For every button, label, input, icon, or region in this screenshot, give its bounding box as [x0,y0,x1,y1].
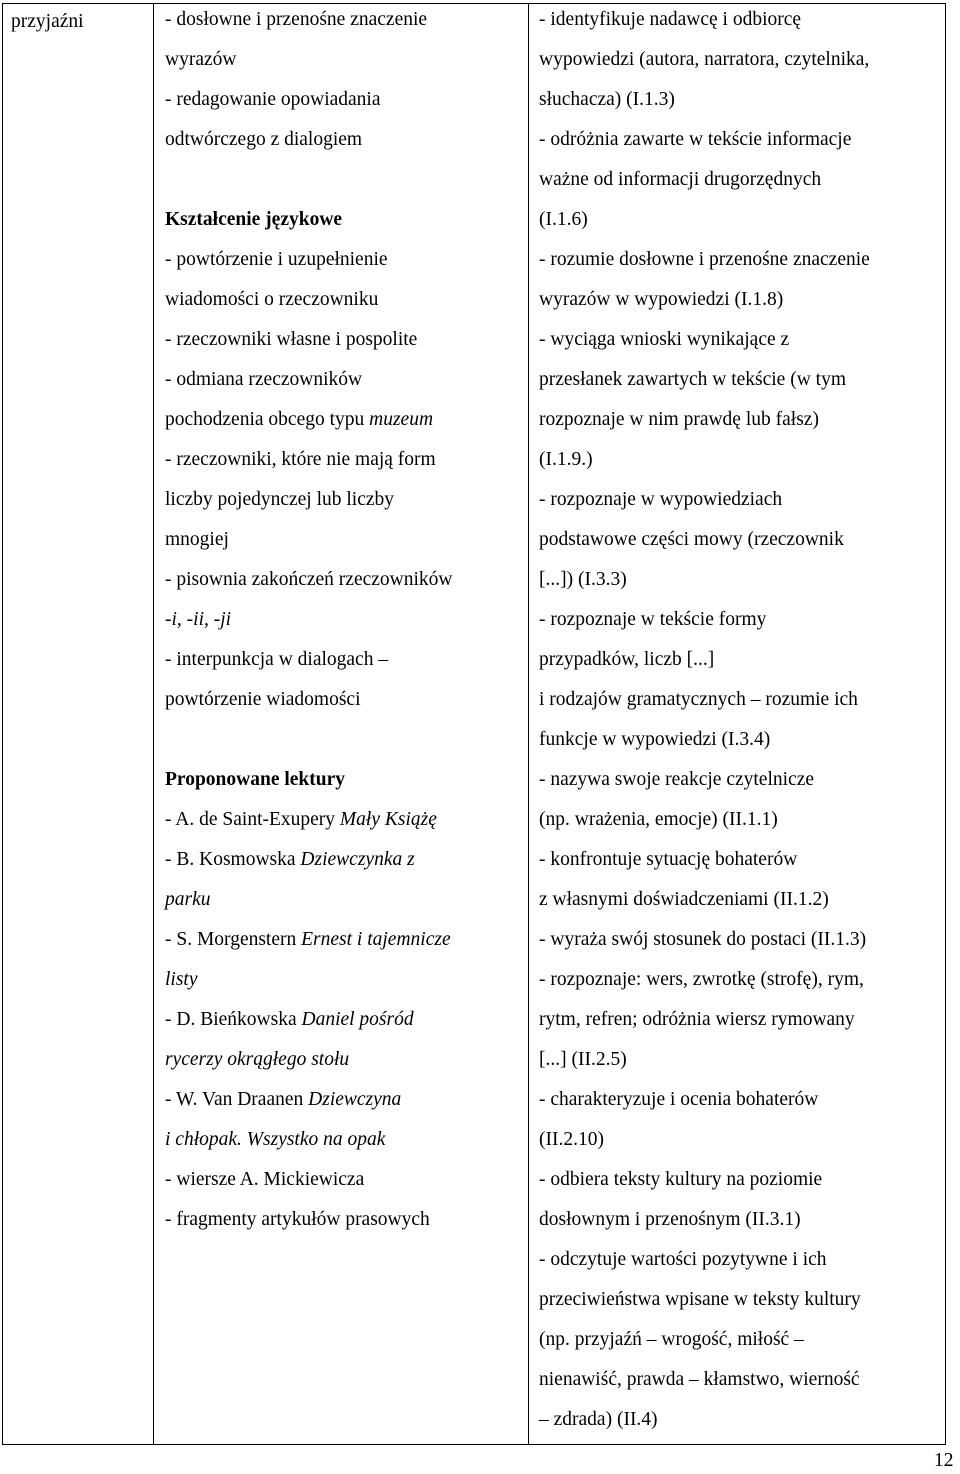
curriculum-table [2,3,946,1445]
content-line [165,49,236,71]
requirement-line: nienawiść, prawda – kłamstwo, wierność [539,1369,860,1390]
content-line [165,329,417,351]
line-text: wiadomości o rzeczowniku [165,289,379,310]
requirement-line: funkcje w wypowiedzi (I.3.4) [539,729,771,750]
line-text: - wiersze A. Mickiewicza [165,1169,365,1190]
content-line [165,369,362,391]
line-text: - dosłowne i przenośne znaczenie [165,9,428,30]
content-line [165,529,229,551]
content-line [165,769,345,791]
requirement-line: wypowiedzi (autora, narratora, czytelnika, [539,49,870,70]
italic-text: Mały Książę [339,809,437,830]
requirement-line: - charakteryzuje i ocenia bohaterów [539,1089,819,1110]
italic-text: i chłopak. Wszystko na opak [165,1129,386,1150]
requirement-line: - rozumie dosłowne i przenośne znaczenie [539,249,870,270]
requirement-line: - rozpoznaje w tekście formy [539,609,767,630]
section-heading: Kształcenie językowe [165,209,343,230]
line-text: - fragmenty artykułów prasowych [165,1209,430,1230]
requirement-line: podstawowe części mowy (rzeczownik [539,529,844,550]
line-text: - S. Morgenstern [165,929,302,950]
requirement-line: - nazywa swoje reakcje czytelnicze [539,769,814,790]
line-text: - W. Van Draanen [165,1089,309,1110]
italic-text: muzeum [369,409,434,430]
content-line [165,649,388,671]
requirement-line: - odbiera teksty kultury na poziomie [539,1169,823,1190]
requirement-line: wyrazów w wypowiedzi (I.1.8) [539,289,784,310]
requirement-line: rozpoznaje w nim prawdę lub fałsz) [539,409,819,430]
line-text: - A. de Saint-Exupery [165,809,340,830]
italic-text: Ernest i tajemnicze [301,929,451,950]
line-text: - odmiana rzeczowników [165,369,363,390]
italic-text: parku [165,889,211,910]
content-line [165,1129,385,1151]
content-line [165,1209,430,1231]
requirement-line: dosłownym i przenośnym (II.3.1) [539,1209,801,1230]
italic-text: Daniel pośród [301,1009,414,1030]
line-text: - interpunkcja w dialogach – [165,649,389,670]
section-heading: Proponowane lektury [165,769,346,790]
requirement-line: - odczytuje wartości pozytywne i ich [539,1249,827,1270]
content-line [165,289,378,311]
line-text: wyrazów [165,49,237,70]
line-text: - pisownia zakończeń rzeczowników [165,569,453,590]
content-line [165,969,198,991]
requirement-line: słuchacza) (I.1.3) [539,89,675,110]
line-text: - B. Kosmowska [165,849,301,870]
requirement-line: przypadków, liczb [...] [539,649,715,670]
requirement-line: (np. wrażenia, emocje) (II.1.1) [539,809,778,830]
requirement-line: - wyraża swój stosunek do postaci (II.1.3) [539,929,867,950]
requirement-line: (II.2.10) [539,1129,604,1150]
page-number: 12 [934,1450,954,1471]
requirement-line: - odróżnia zawarte w tekście informacje [539,129,852,150]
content-line [165,489,394,511]
content-column [154,4,529,1444]
line-text: - rzeczowniki własne i pospolite [165,329,418,350]
requirement-line: przesłanek zawartych w tekście (w tym [539,369,846,390]
requirement-line: [...]) (I.3.3) [539,569,627,590]
content-line [165,1169,364,1191]
content-line [165,569,453,591]
requirement-line: rytm, refren; odróżnia wiersz rymowany [539,1009,855,1030]
content-line [165,1089,401,1111]
requirement-line: ważne od informacji drugorzędnych [539,169,822,190]
requirement-line: - wyciąga wnioski wynikające z [539,329,790,350]
line-text: - redagowanie opowiadania [165,89,381,110]
content-line [165,689,361,711]
requirement-line: (I.1.6) [539,209,588,230]
content-line [165,449,436,471]
content-line [165,809,437,831]
line-text: mnogiej [165,529,229,550]
italic-text: Dziewczynka z [300,849,415,870]
italic-text: rycerzy okrągłego stołu [165,1049,350,1070]
italic-text: -i, -ii, -ji [165,609,232,630]
requirement-line: (np. przyjaźń – wrogość, miłość – [539,1329,804,1350]
content-line [165,249,388,271]
content-line [165,209,342,231]
line-text: pochodzenia obcego typu [165,409,370,430]
content-line [165,1009,414,1031]
content-line [165,889,211,911]
requirement-line: - rozpoznaje: wers, zwrotkę (strofę), rym, [539,969,864,990]
requirement-line: - konfrontuje sytuację bohaterów [539,849,798,870]
content-line [165,9,427,31]
content-line [165,89,381,111]
requirement-line: z własnymi doświadczeniami (II.1.2) [539,889,829,910]
line-text: powtórzenie wiadomości [165,689,361,710]
line-text: - powtórzenie i uzupełnienie [165,249,388,270]
requirement-line: (I.1.9.) [539,449,593,470]
requirement-line: [...] (II.2.5) [539,1049,627,1070]
content-line [165,409,433,431]
content-line [165,609,231,631]
line-text: odtwórczego z dialogiem [165,129,363,150]
topic-label: przyjaźni [11,11,84,32]
requirement-line: - rozpoznaje w wypowiedziach [539,489,783,510]
line-text: liczby pojedynczej lub liczby [165,489,395,510]
requirement-line: – zdrada) (II.4) [539,1409,658,1430]
content-line [165,129,362,151]
content-line [165,849,415,871]
requirements-column [529,4,945,1444]
requirement-line: przeciwieństwa wpisane w teksty kultury [539,1289,861,1310]
topic-column [3,4,154,1444]
requirement-line: - identyfikuje nadawcę i odbiorcę [539,9,802,30]
line-text: - rzeczowniki, które nie mają form [165,449,436,470]
content-line [165,1049,349,1071]
line-text: - D. Bieńkowska [165,1009,302,1030]
italic-text: Dziewczyna [308,1089,402,1110]
requirement-line: i rodzajów gramatycznych – rozumie ich [539,689,858,710]
italic-text: listy [165,969,198,990]
content-line [165,929,451,951]
